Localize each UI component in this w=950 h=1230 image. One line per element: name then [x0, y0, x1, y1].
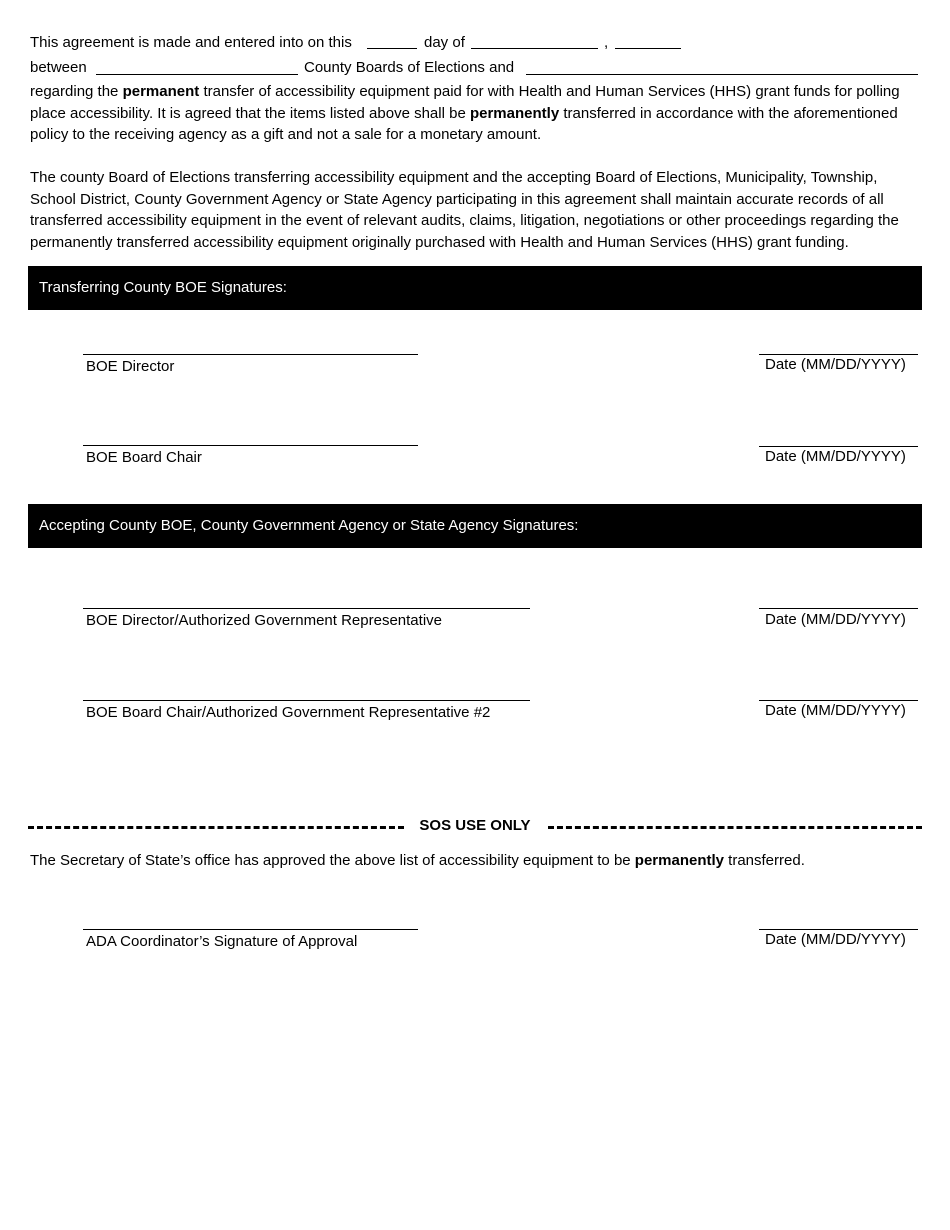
- boe-board-chair-date-label: Date (MM/DD/YYYY): [765, 448, 906, 465]
- boe-director-signature-line[interactable]: [83, 354, 418, 355]
- ada-coordinator-date-label: Date (MM/DD/YYYY): [765, 931, 906, 948]
- ada-coordinator-label: ADA Coordinator’s Signature of Approval: [86, 933, 358, 950]
- accepting-director-label: BOE Director/Authorized Government Representative: [86, 612, 442, 629]
- receiving-agency-blank-line[interactable]: [526, 74, 918, 75]
- agreement-intro-text: This agreement is made and entered into on this: [30, 34, 352, 51]
- accepting-signatures-header: Accepting County BOE, County Government Agency or State Agency Signatures:: [28, 504, 922, 548]
- boe-director-date-label: Date (MM/DD/YYYY): [765, 356, 906, 373]
- sos-divider-right: [548, 826, 922, 829]
- accepting-director-date-line[interactable]: [759, 608, 918, 609]
- transferring-county-blank-line[interactable]: [96, 74, 298, 75]
- sos-approval-text: [30, 850, 926, 872]
- accepting-board-chair-signature-line[interactable]: [83, 700, 530, 701]
- para1-bold-permanent: permanent: [122, 83, 200, 100]
- comma-text: ,: [604, 34, 609, 51]
- month-blank-line[interactable]: [471, 48, 598, 49]
- sos-use-only-heading: SOS USE ONLY: [419, 817, 531, 834]
- boe-board-chair-label: BOE Board Chair: [86, 449, 202, 466]
- records-paragraph: The county Board of Elections transferring accessibility equipment and the accepting Board of Elections, Municipality, Township, School District, County Government Agency or State Agency participating in this agreement shall maintain accurate records of all transferred accessibility equipment in the event of relevant audits, claims, litigation, negotiations or other proceedings regarding the permanently transferred accessibility equipment originally purchased with Health and Human Services (HHS) grant funding.: [30, 169, 899, 252]
- accepting-director-signature-line[interactable]: [83, 608, 530, 609]
- ada-coordinator-signature-line[interactable]: [83, 929, 418, 930]
- transferring-signatures-header: Transferring County BOE Signatures:: [28, 266, 922, 310]
- sos-text-suffix: transferred.: [728, 852, 805, 869]
- between-text: between: [30, 59, 87, 76]
- para1-text-2: transfer of accessibility equipment paid for with Health and Human Services (HHS) grant funds for polling place accessibility. It is agreed that the items listed above shall be: [30, 83, 900, 122]
- accepting-board-chair-label: BOE Board Chair/Authorized Government Representative #2: [86, 704, 491, 721]
- boe-director-date-line[interactable]: [759, 354, 918, 355]
- sos-text-prefix: The Secretary of State’s office has approved the above list of accessibility equipment to be: [30, 852, 631, 869]
- sos-text-bold: permanently: [634, 852, 724, 869]
- para1-text-1: regarding the: [30, 83, 119, 100]
- day-blank-line[interactable]: [367, 48, 417, 49]
- accepting-board-chair-date-label: Date (MM/DD/YYYY): [765, 702, 906, 719]
- para1-text-3: transferred in accordance with the aforementioned policy to the receiving agency as a gift and not a sale for a monetary amount.: [30, 104, 898, 144]
- accepting-board-chair-date-line[interactable]: [759, 700, 918, 701]
- transfer-terms-paragraph: [30, 81, 926, 146]
- county-boards-text: County Boards of Elections and: [304, 59, 515, 76]
- boe-board-chair-signature-line[interactable]: [83, 445, 418, 446]
- para1-bold-permanently: permanently: [469, 104, 560, 122]
- boe-board-chair-date-line[interactable]: [759, 446, 918, 447]
- year-blank-line[interactable]: [615, 48, 681, 49]
- ada-coordinator-date-line[interactable]: [759, 929, 918, 930]
- boe-director-label: BOE Director: [86, 358, 175, 375]
- day-of-text: day of: [424, 34, 465, 51]
- accepting-director-date-label: Date (MM/DD/YYYY): [765, 611, 906, 628]
